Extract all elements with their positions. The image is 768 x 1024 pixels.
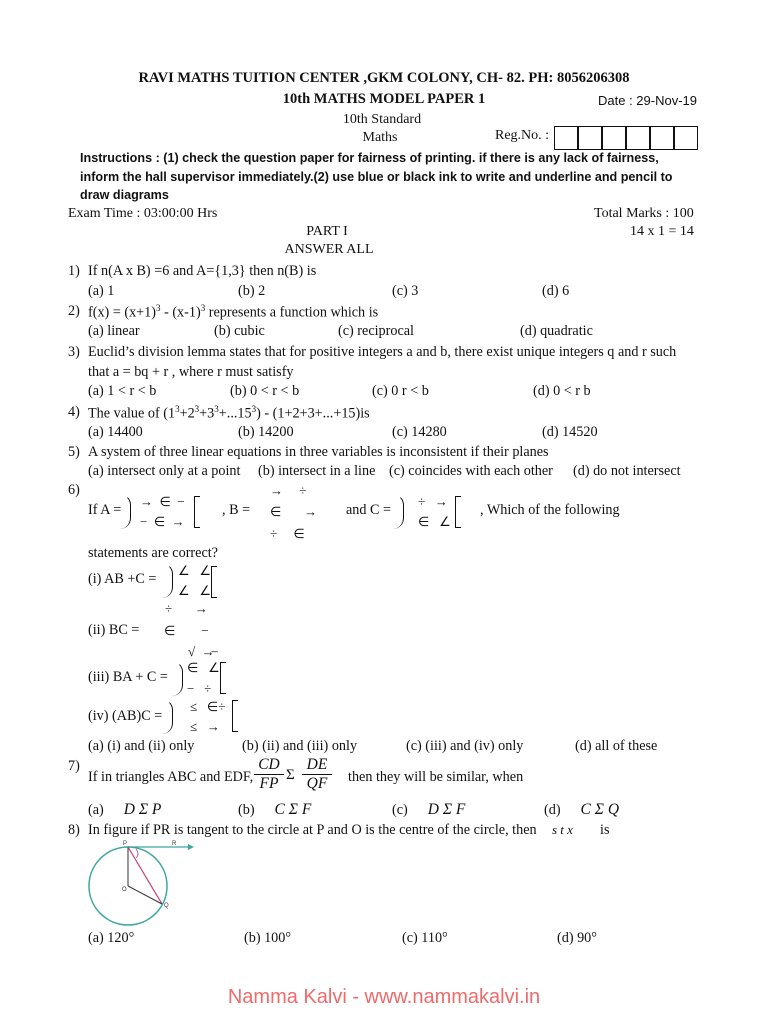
q1-option-c[interactable]: (c) 3 <box>392 283 419 299</box>
matrix-bracket <box>455 496 461 528</box>
q4-option-a[interactable]: (a) 14400 <box>88 424 143 440</box>
question-number: 5) <box>68 444 80 460</box>
question-number: 2) <box>68 303 80 319</box>
matrix-bracket <box>162 699 173 734</box>
statement-iv-label: (iv) (AB)C = <box>88 708 163 724</box>
q6-if-a-label: If A = <box>88 502 122 518</box>
instructions-line-1: Instructions : (1) check the question paper for fairness of printing. if there is any lack of fairness, <box>80 151 659 165</box>
question-3-line-2: that a = bq + r , where r must satisfy <box>88 364 294 380</box>
reg-no-box[interactable] <box>554 126 578 150</box>
standard-label: 10th Standard <box>342 112 422 127</box>
q2-option-a[interactable]: (a) linear <box>88 323 140 339</box>
q6-option-b[interactable]: (b) (ii) and (iii) only <box>242 738 358 754</box>
q3-option-a[interactable]: (a) 1 < r < b <box>88 383 157 399</box>
circle-tangent-figure <box>84 836 194 930</box>
statement-i-row-1: ∠ ∠ <box>178 563 212 578</box>
fraction-denominator: QF <box>302 774 332 793</box>
reg-no-box[interactable] <box>602 126 626 150</box>
fraction-numerator: DE <box>306 756 328 773</box>
q2-option-c[interactable]: (c) reciprocal <box>338 323 415 339</box>
exam-time: Exam Time : 03:00:00 Hrs <box>68 206 218 221</box>
q3-option-c[interactable]: (c) 0 r < b <box>372 383 429 399</box>
part-label: PART I <box>306 224 348 239</box>
question-number: 6) <box>68 482 80 498</box>
matrix-b-row-3: ÷ ∈ <box>270 526 305 541</box>
arrow-head <box>188 844 194 850</box>
q6-option-d[interactable]: (d) all of these <box>575 738 658 754</box>
statement-iii-row-2: − ÷ <box>187 681 212 696</box>
matrix-bracket <box>120 494 131 529</box>
question-number: 3) <box>68 344 80 360</box>
question-number: 4) <box>68 404 80 420</box>
statement-iii-row-1: ∈ ∠ <box>187 660 220 675</box>
point-r-label: R <box>172 841 177 847</box>
reg-no-label: Reg.No. : <box>495 128 550 143</box>
question-3-line-1: Euclid’s division lemma states that for positive integers a and b, there exist unique integers q and r such <box>88 344 677 360</box>
matrix-bracket <box>393 494 404 529</box>
point-o-label: O <box>122 887 127 893</box>
q8-option-b[interactable]: (b) 100° <box>244 930 292 946</box>
question-8-tail: is <box>600 822 610 838</box>
q6-statements-text: statements are correct? <box>88 545 218 561</box>
statement-i-label: (i) AB +C = <box>88 571 157 587</box>
statement-iii-label: (iii) BA + C = <box>88 669 168 685</box>
sigma-symbol: Σ <box>286 767 295 783</box>
paper-date: Date : 29-Nov-19 <box>598 93 697 108</box>
statement-iv-row-2: ≤ → <box>190 719 220 734</box>
statement-ii-row-1: ∈ − <box>164 623 209 638</box>
q3-option-b[interactable]: (b) 0 < r < b <box>230 383 300 399</box>
reg-no-box[interactable] <box>650 126 674 150</box>
center-name: RAVI MATHS TUITION CENTER ,GKM COLONY, CH- 82. PH: 8056206308 <box>138 70 630 86</box>
q6-b-label: , B = <box>222 502 251 518</box>
q7-option-d[interactable]: (d) C Σ Q <box>544 801 620 818</box>
reg-no-box[interactable] <box>578 126 602 150</box>
q3-option-d[interactable]: (d) 0 < r b <box>533 383 591 399</box>
statement-ii-row-2: √ →̶ <box>188 644 215 659</box>
matrix-b-row-2: ∈ → <box>270 504 318 519</box>
q6-option-a[interactable]: (a) (i) and (ii) only <box>88 738 195 754</box>
matrix-bracket <box>211 566 217 598</box>
matrix-bracket <box>194 496 200 528</box>
question-8-text: In figure if PR is tangent to the circle at P and O is the centre of the circle, then <box>88 822 537 838</box>
fraction-de-qf <box>302 756 332 793</box>
q6-which-text: , Which of the following <box>480 502 620 518</box>
matrix-b-row-1: → ÷ <box>270 483 307 498</box>
q8-option-d[interactable]: (d) 90° <box>557 930 597 946</box>
matrix-a-row-2: − ∈ → <box>140 514 185 529</box>
matrix-c-row-2: ∈ ∠ <box>418 514 451 529</box>
total-marks: Total Marks : 100 <box>594 206 694 221</box>
question-7-text: If in triangles ABC and EDF, <box>88 769 254 785</box>
point-p-label: P <box>123 841 128 847</box>
q7-option-c[interactable]: (c) D Σ F <box>392 801 466 818</box>
statement-iv-row-1: ≤ ∈÷ <box>190 699 226 714</box>
matrix-bracket <box>172 661 183 696</box>
footer-watermark-link[interactable]: Namma Kalvi - www.nammakalvi.in <box>227 986 541 1008</box>
question-number: 8) <box>68 822 80 838</box>
q1-option-b[interactable]: (b) 2 <box>238 283 266 299</box>
question-2-text: $f(x) = (x+1)^3 - (x-1)^3$ represents a function which is <box>88 303 379 321</box>
subject-label: Maths <box>362 130 398 145</box>
question-7-tail: then they will be similar, when <box>348 769 524 785</box>
q2-option-b[interactable]: (b) cubic <box>214 323 265 339</box>
q7-option-b[interactable]: (b) C Σ F <box>238 801 312 818</box>
q8-option-a[interactable]: (a) 120° <box>88 930 135 946</box>
q5-option-c[interactable]: (c) coincides with each other <box>389 463 553 479</box>
q8-option-c[interactable]: (c) 110° <box>402 930 448 946</box>
matrix-bracket <box>232 700 238 732</box>
paper-title: 10th MATHS MODEL PAPER 1 <box>282 91 486 107</box>
angle-arc <box>136 849 138 858</box>
q6-c-label: and C = <box>346 502 392 518</box>
statement-i-row-3: ÷ → <box>165 601 208 616</box>
q2-option-d[interactable]: (d) quadratic <box>520 323 593 339</box>
q5-option-a[interactable]: (a) intersect only at a point <box>88 463 241 479</box>
statement-ii-label: (ii) BC = <box>88 622 140 638</box>
answer-all-label: ANSWER ALL <box>284 242 374 257</box>
question-4-text: The value of $(1^3+2^3+3^3+...15^3) - (1+2+3+...+15)is$ <box>88 404 370 422</box>
q6-option-c[interactable]: (c) (iii) and (iv) only <box>406 738 524 754</box>
part-marks: 14 x 1 = 14 <box>630 224 694 239</box>
q7-option-a[interactable]: (a) D Σ P <box>88 801 162 818</box>
question-8-math: s t x <box>552 822 573 837</box>
fraction-numerator: CD <box>258 756 280 773</box>
fraction-cd-fp <box>254 756 284 793</box>
q1-option-d[interactable]: (d) 6 <box>542 283 570 299</box>
question-5-text: A system of three linear equations in three variables is inconsistent if their planes <box>88 444 549 460</box>
q4-option-b[interactable]: (b) 14200 <box>238 424 294 440</box>
q5-option-d[interactable]: (d) do not intersect <box>573 463 681 479</box>
q4-option-c[interactable]: (c) 14280 <box>392 424 447 440</box>
matrix-bracket <box>162 563 173 598</box>
fraction-denominator: FP <box>254 774 284 793</box>
point-q-label: Q <box>164 903 169 909</box>
instructions-line-3: draw diagrams <box>80 188 169 202</box>
q1-option-a[interactable]: (a) 1 <box>88 283 115 299</box>
matrix-bracket <box>220 662 226 694</box>
question-number: 1) <box>68 263 80 279</box>
matrix-a-row-1: → ∈ − <box>140 494 185 509</box>
statement-i-row-2: ∠ ∠ <box>178 583 212 598</box>
q4-option-d[interactable]: (d) 14520 <box>542 424 598 440</box>
q5-option-b[interactable]: (b) intersect in a line <box>258 463 376 479</box>
question-1-text: If n(A x B) =6 and A={1,3} then n(B) is <box>88 263 317 279</box>
question-number: 7) <box>68 758 80 774</box>
matrix-c-row-1: ÷ → <box>418 494 448 509</box>
reg-no-box[interactable] <box>626 126 650 150</box>
reg-no-box[interactable] <box>674 126 698 150</box>
instructions-line-2: inform the hall supervisor immediately.(2) use blue or black ink to write and underline and pencil to <box>80 170 673 184</box>
